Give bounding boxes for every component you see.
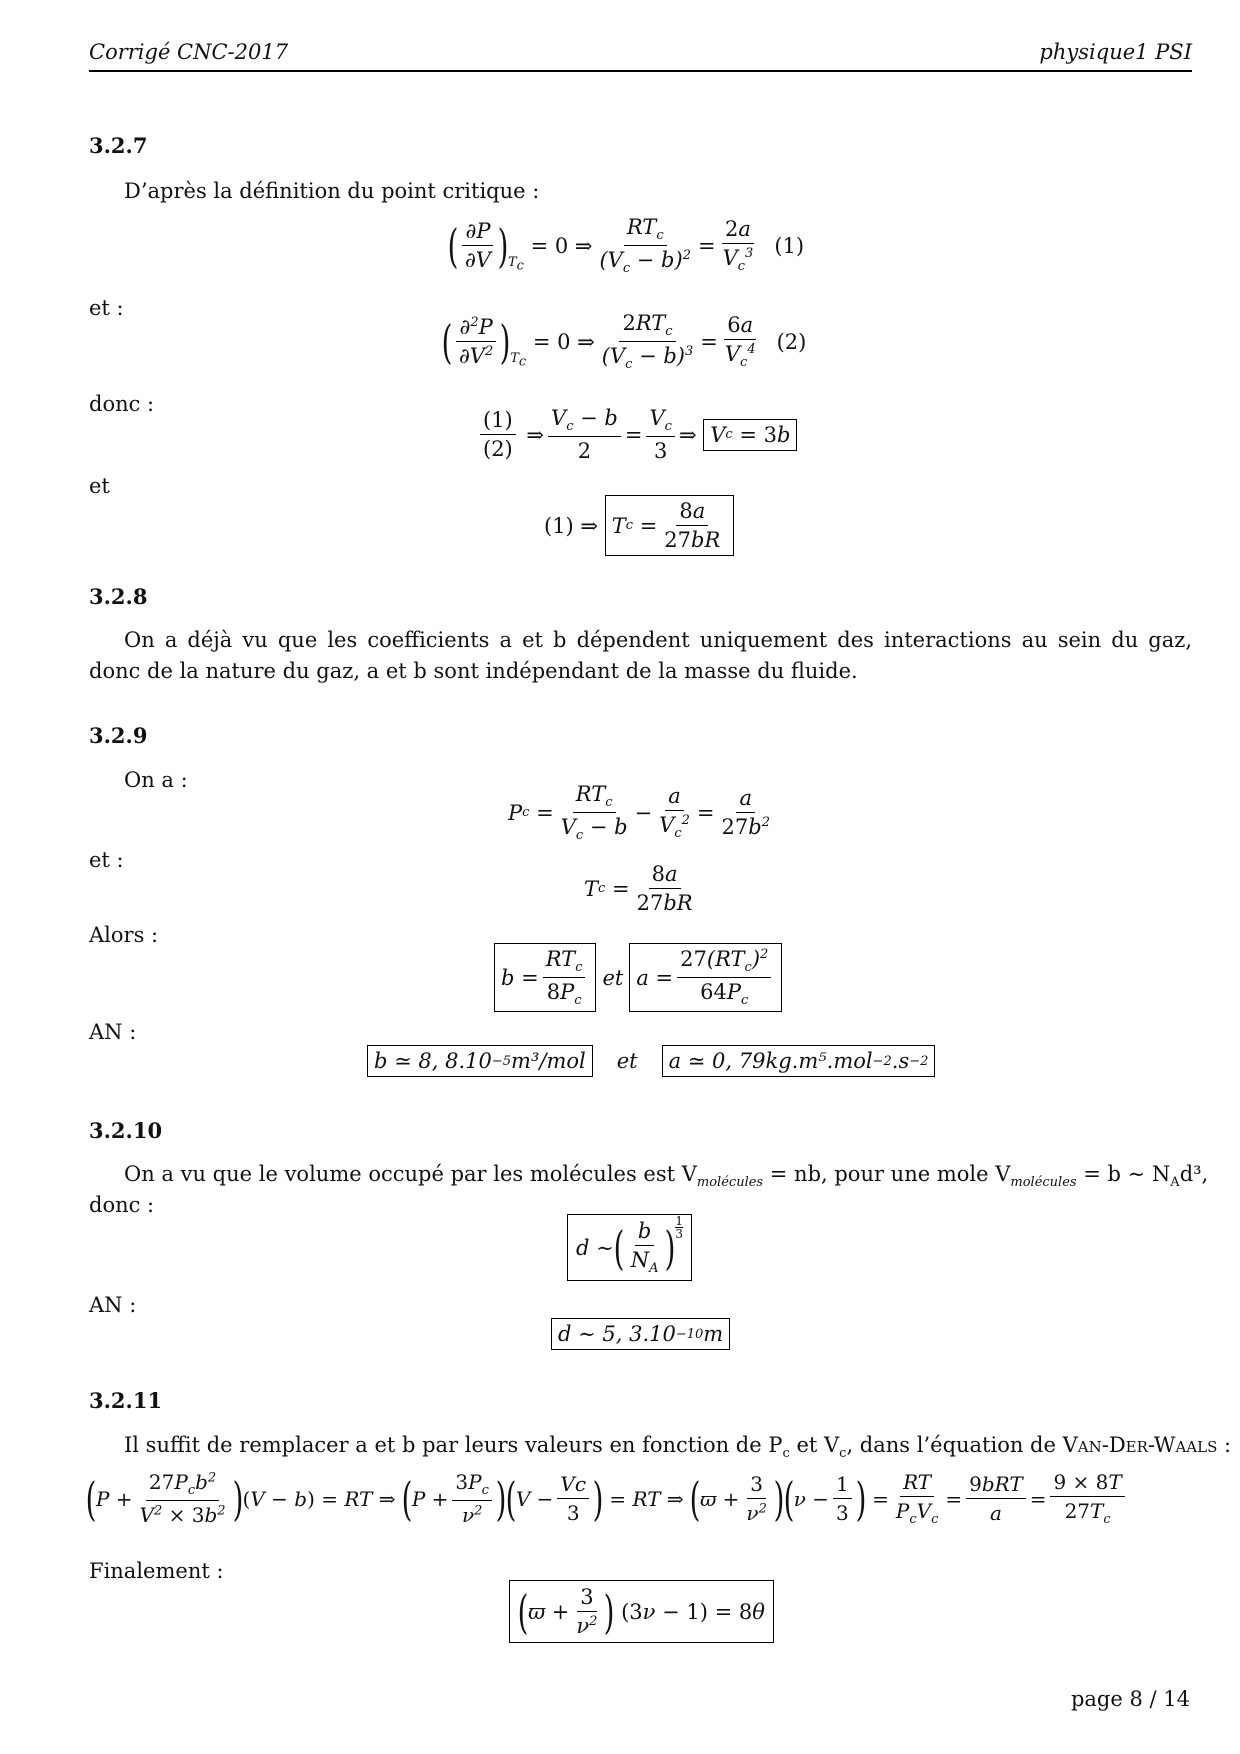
equation-1: ( $\frac{\partial P}{\partial V}$ ) $_{T_c}$ = 0 ⇒ $\frac{RT_c}{(V_c - b)^2}$ = $\frac{2a}{V_c^3}$ (1): [447, 215, 805, 277]
equation-d: [567, 1214, 692, 1281]
label-donc: donc :: [89, 392, 155, 416]
result-box-an-d: d ∼ 5, 3.10 −10 m: [551, 1318, 730, 1350]
equation-an-ab: [367, 1045, 935, 1077]
equation-tc: T c = $\frac{8a}{27bR}$: [584, 862, 693, 915]
paragraph: On a :: [124, 768, 188, 792]
result-box-b: b = $\frac{RT_c}{8P_c}$: [494, 943, 596, 1012]
label-et-plain: et: [89, 474, 110, 498]
paragraph: D’après la définition du point critique :: [124, 179, 540, 203]
section-number: 3.2.9: [89, 723, 148, 748]
label-alors: Alors :: [89, 923, 159, 947]
header-rule: [89, 70, 1192, 72]
page-number: page 8 / 14: [1070, 1687, 1190, 1711]
label-an: AN :: [89, 1020, 137, 1044]
result-box-d: d ∼ ( $\frac{b}{N_A}$ ) $^{1 3}$: [567, 1214, 692, 1281]
label-et-italic: et: [602, 965, 624, 990]
equation-tag: (1): [774, 233, 805, 258]
result-box-final: ( ϖ + $\frac{3}{\nu^2}$ ) (3 ν − 1) = 8 θ: [509, 1580, 774, 1643]
equation-an-d: [551, 1318, 730, 1350]
label-an: AN :: [89, 1293, 137, 1317]
equation-4: (1) ⇒ T c = $\frac{8a}{27bR}$: [544, 495, 734, 556]
section-number: 3.2.10: [89, 1118, 163, 1143]
paragraph: On a vu que le volume occupé par les molécules est $V_{molécules}$ = nb, pour une mole $V_{molécules} = b$ ∼ $N_Ad^3$,: [124, 1162, 1209, 1191]
result-box-an-b: b ≃ 8, 8.10 −5 m³/mol: [367, 1045, 593, 1077]
result-box-vc: V c = 3 b: [703, 419, 797, 451]
equation-tag: (2): [776, 329, 807, 354]
section-number: 3.2.8: [89, 584, 148, 609]
result-box-tc: T c = $\frac{8a}{27bR}$: [605, 495, 735, 556]
label-donc: donc :: [89, 1193, 155, 1217]
label-et-italic: et: [616, 1049, 638, 1073]
result-box-an-a: a ≃ 0, 79kg.m⁵.mol −2 .s −2: [662, 1045, 936, 1077]
label-et: et :: [89, 848, 124, 872]
label-finalement: Finalement :: [89, 1559, 224, 1583]
header-left: Corrigé CNC-2017: [89, 40, 289, 64]
equation-ab: [494, 943, 782, 1012]
paragraph: On a déjà vu que les coefficients a et b dépendent uniquement des interactions au sein du gaz, donc de la nature du gaz, a et b sont indépendant de la masse du fluide.: [89, 628, 1192, 683]
equation-vdw: ( P + $\frac{27P_cb^2}{V^2 \times 3b^2}$ ) ( V − b ) = RT ⇒ ( P + $\frac{3P_c}{\nu^2}$ ) ( V − $\frac{Vc}{3}$ ) = RT ⇒ ( ϖ + $\frac{3}{\nu^2}$ ) ( ν − $\frac{1}{3}$ ) = $\frac{RT}{P_cV_c}$ = $\frac{\text{9bRT}}{a}$ = $\frac{9 \times 8T}{27T_c}$: [86, 1470, 1129, 1527]
equation-pc: P c = $\frac{RT_c}{V_c - b}$ − $\frac{a}{V_c^2}$ = $\frac{a}{27b^2}$: [508, 782, 770, 844]
section-number: 3.2.7: [89, 133, 148, 158]
equation-final: [509, 1580, 774, 1643]
label-et: et :: [89, 296, 124, 320]
header-right: physique1 PSI: [1039, 40, 1192, 64]
result-box-a: a = $\frac{27(RT_c)^2}{64P_c}$: [629, 943, 782, 1012]
section-number: 3.2.11: [89, 1388, 163, 1413]
paragraph: Il suffit de remplacer a et b par leurs valeurs en fonction de $P_c$ et $V_c$, dans l’équation de Van-Der-Waals :: [124, 1433, 1232, 1462]
equation-3: $\frac{(1)}{(2)}$ ⇒ $\frac{V_c - b}{2}$ = $\frac{V_c}{3}$ ⇒ V c = 3 b: [476, 406, 797, 463]
equation-2: ( $\frac{\partial^2P}{\partial V^2}$ ) $_{T_c}$ = 0 ⇒ $\frac{2RT_c}{(V_c - b)^3}$ = $\frac{6a}{V_c^4}$ (2): [441, 311, 807, 373]
